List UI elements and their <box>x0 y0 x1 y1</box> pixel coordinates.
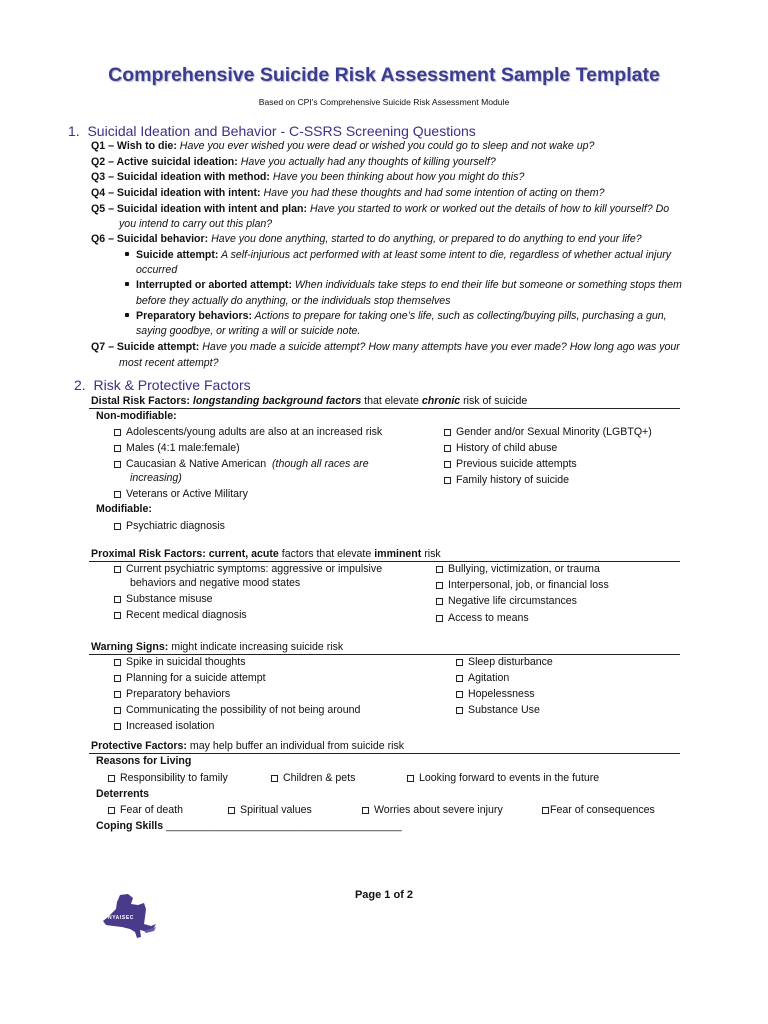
section-2-number: 2. <box>74 377 86 393</box>
checkbox-agitation[interactable]: Agitation <box>456 671 509 686</box>
checkbox-icon[interactable] <box>407 775 414 782</box>
checkbox-icon[interactable] <box>444 461 451 468</box>
checkbox-icon[interactable] <box>108 775 115 782</box>
checkbox-icon[interactable] <box>456 675 463 682</box>
checkbox-looking-forward[interactable]: Looking forward to events in the future <box>407 771 599 786</box>
question-q2: Q2 – Active suicidal ideation: Have you actually had any thoughts of killing yourself? <box>91 156 496 168</box>
bullet-icon <box>125 313 129 317</box>
checkbox-icon[interactable] <box>542 807 549 814</box>
checkbox-icon[interactable] <box>444 477 451 484</box>
checkbox-children-pets[interactable]: Children & pets <box>271 771 355 786</box>
checkbox-icon[interactable] <box>456 691 463 698</box>
checkbox-preparatory-behaviors[interactable]: Preparatory behaviors <box>114 687 230 702</box>
bullet-preparatory-behaviors: Preparatory behaviors: Actions to prepare for taking one’s life, such as collecting/buying pills, purchasing a gun, <box>125 309 667 324</box>
bullet-suicide-attempt: Suicide attempt: A self-injurious act performed with at least some intent to die, regardless of whether actual injury <box>125 248 671 263</box>
checkbox-caucasian-native-cont: increasing) <box>130 472 182 484</box>
checkbox-substance-use[interactable]: Substance Use <box>456 703 540 718</box>
checkbox-icon[interactable] <box>271 775 278 782</box>
bullet-suicide-attempt-cont: occurred <box>136 264 178 276</box>
checkbox-icon[interactable] <box>114 707 121 714</box>
checkbox-negative-circumstances[interactable]: Negative life circumstances <box>436 594 577 609</box>
checkbox-veterans[interactable]: Veterans or Active Military <box>114 487 248 502</box>
page-title: Comprehensive Suicide Risk Assessment Sample Template <box>108 64 660 86</box>
section-1-number: 1. <box>68 123 80 139</box>
checkbox-child-abuse[interactable]: History of child abuse <box>444 441 557 456</box>
nysuicide-logo <box>100 893 158 939</box>
coping-skills-row[interactable] <box>96 819 402 834</box>
checkbox-icon[interactable] <box>444 429 451 436</box>
logo-text: NYAISEC <box>108 915 134 921</box>
checkbox-icon[interactable] <box>114 612 121 619</box>
bullet-icon <box>125 282 129 286</box>
checkbox-icon[interactable] <box>436 566 443 573</box>
section-2-heading <box>74 376 251 396</box>
bullet-interrupted-attempt-cont: before they actually do anything, or the individuals stop themselves <box>136 295 451 307</box>
checkbox-icon[interactable] <box>362 807 369 814</box>
section-2-title: Risk & Protective Factors <box>93 377 251 393</box>
checkbox-lgbtq[interactable]: Gender and/or Sexual Minority (LGBTQ+) <box>444 425 652 440</box>
question-q5: Q5 – Suicidal ideation with intent and plan: Have you started to work or worked out the details of how to kill yourself? Do <box>91 203 670 215</box>
page-number: Page 1 of 2 <box>354 889 414 901</box>
deterrents-label: Deterrents <box>96 788 149 800</box>
checkbox-sleep-disturbance[interactable]: Sleep disturbance <box>456 655 553 670</box>
checkbox-bullying[interactable]: Bullying, victimization, or trauma <box>436 562 600 577</box>
checkbox-worries-injury[interactable]: Worries about severe injury <box>362 803 503 818</box>
checkbox-adolescents[interactable]: Adolescents/young adults are also at an increased risk <box>114 425 382 440</box>
proximal-risk-heading: Proximal Risk Factors: current, acute factors that elevate imminent risk <box>91 548 441 560</box>
checkbox-icon[interactable] <box>114 691 121 698</box>
checkbox-icon[interactable] <box>114 523 121 530</box>
nonmodifiable-label: Non-modifiable: <box>96 410 177 422</box>
checkbox-icon[interactable] <box>436 598 443 605</box>
checkbox-fear-consequences[interactable]: Fear of consequences <box>542 803 655 818</box>
checkbox-icon[interactable] <box>114 659 121 666</box>
checkbox-icon[interactable] <box>436 582 443 589</box>
checkbox-icon[interactable] <box>456 659 463 666</box>
checkbox-planning-attempt[interactable]: Planning for a suicide attempt <box>114 671 266 686</box>
checkbox-icon[interactable] <box>114 566 121 573</box>
checkbox-responsibility-family[interactable]: Responsibility to family <box>108 771 228 786</box>
checkbox-family-history[interactable]: Family history of suicide <box>444 473 569 488</box>
checkbox-caucasian-native[interactable]: Caucasian & Native American (though all races are <box>114 457 369 472</box>
bullet-icon <box>125 252 129 256</box>
checkbox-icon[interactable] <box>456 707 463 714</box>
bullet-preparatory-behaviors-cont: saying goodbye, or writing a will or suicide note. <box>136 325 361 337</box>
section-1-title: Suicidal Ideation and Behavior - C-SSRS Screening Questions <box>87 123 476 139</box>
checkbox-psychiatric-symptoms[interactable]: Current psychiatric symptoms: aggressive or impulsive <box>114 562 382 577</box>
divider <box>89 408 680 409</box>
reasons-for-living-label: Reasons for Living <box>96 755 192 767</box>
checkbox-icon[interactable] <box>444 445 451 452</box>
checkbox-spiritual-values[interactable]: Spiritual values <box>228 803 312 818</box>
checkbox-icon[interactable] <box>108 807 115 814</box>
checkbox-communicating[interactable]: Communicating the possibility of not being around <box>114 703 360 718</box>
question-q1: Q1 – Wish to die: Have you ever wished you were dead or wished you could go to sleep and not wake up? <box>91 140 595 152</box>
checkbox-psychiatric-symptoms-cont: behaviors and negative mood states <box>130 577 301 589</box>
checkbox-fear-of-death[interactable]: Fear of death <box>108 803 183 818</box>
question-q7-cont: most recent attempt? <box>119 357 219 369</box>
checkbox-access-to-means[interactable]: Access to means <box>436 611 529 626</box>
question-q3: Q3 – Suicidal ideation with method: Have you been thinking about how you might do this? <box>91 171 525 183</box>
checkbox-previous-attempts[interactable]: Previous suicide attempts <box>444 457 577 472</box>
checkbox-icon[interactable] <box>436 615 443 622</box>
checkbox-spike-thoughts[interactable]: Spike in suicidal thoughts <box>114 655 246 670</box>
question-q5-cont: you intend to carry out this plan? <box>119 218 273 230</box>
question-q4: Q4 – Suicidal ideation with intent: Have you had these thoughts and had some intention of acting on them? <box>91 187 605 199</box>
question-q7: Q7 – Suicide attempt: Have you made a suicide attempt? How many attempts have you ever made? How long ago was your <box>91 341 680 353</box>
page-subtitle: Based on CPI's Comprehensive Suicide Risk Assessment Module <box>258 97 510 107</box>
checkbox-males[interactable]: Males (4:1 male:female) <box>114 441 240 456</box>
checkbox-increased-isolation[interactable]: Increased isolation <box>114 719 214 734</box>
distal-risk-heading: Distal Risk Factors: longstanding background factors that elevate chronic risk of suicide <box>91 395 528 407</box>
checkbox-psychiatric-diagnosis[interactable]: Psychiatric diagnosis <box>114 519 225 534</box>
checkbox-icon[interactable] <box>114 491 121 498</box>
checkbox-icon[interactable] <box>114 723 121 730</box>
checkbox-icon[interactable] <box>228 807 235 814</box>
bullet-interrupted-attempt: Interrupted or aborted attempt: When individuals take steps to end their life but someone or something stops them <box>125 278 682 293</box>
checkbox-hopelessness[interactable]: Hopelessness <box>456 687 535 702</box>
checkbox-medical-diagnosis[interactable]: Recent medical diagnosis <box>114 608 247 623</box>
protective-factors-heading: Protective Factors: may help buffer an individual from suicide risk <box>91 740 405 752</box>
checkbox-icon[interactable] <box>114 596 121 603</box>
checkbox-icon[interactable] <box>114 445 121 452</box>
checkbox-interpersonal-loss[interactable]: Interpersonal, job, or financial loss <box>436 578 609 593</box>
checkbox-icon[interactable] <box>114 461 121 468</box>
coping-skills-label: Coping Skills <box>96 820 164 832</box>
checkbox-icon[interactable] <box>114 429 121 436</box>
modifiable-label: Modifiable: <box>96 503 152 515</box>
warning-signs-heading: Warning Signs: might indicate increasing suicide risk <box>91 641 344 653</box>
checkbox-icon[interactable] <box>114 675 121 682</box>
question-q6: Q6 – Suicidal behavior: Have you done anything, started to do anything, or prepared to do anything to end your life? <box>91 233 642 245</box>
checkbox-substance-misuse[interactable]: Substance misuse <box>114 592 213 607</box>
coping-skills-field[interactable]: ________________________________________ <box>166 820 402 832</box>
